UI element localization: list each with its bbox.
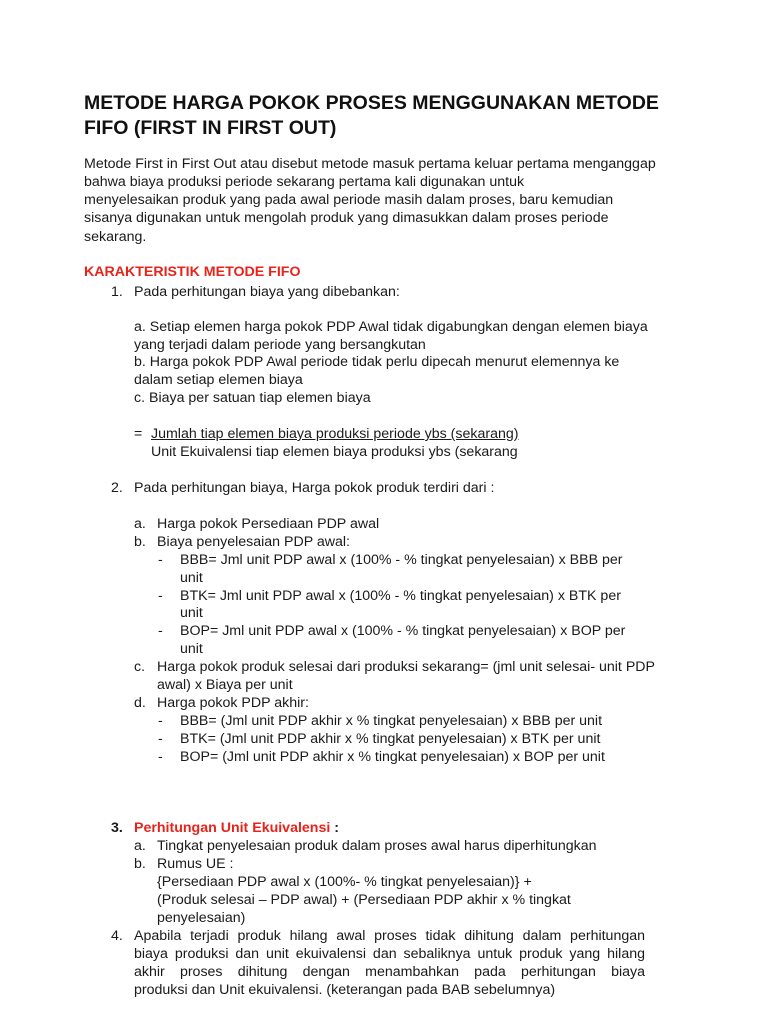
item-2-d-bop: BOP= (Jml unit PDP akhir x % tingkat penyelesaian) x BOP per unit [180,749,605,765]
item-1-c: c. Biaya per satuan tiap elemen biaya [134,390,371,406]
item-2-b-btk-unit: unit [180,605,203,621]
item-2-c-letter: c. [134,659,146,675]
dash-bullet: - [158,552,163,568]
item-1-text: Pada perhitungan biaya yang dibebankan: [134,284,400,300]
intro-line-5: sekarang. [84,229,147,245]
dash-bullet: - [158,623,163,639]
item-2-b-letter: b. [134,534,146,550]
item-3-number: 3. [111,820,123,836]
dash-bullet: - [158,731,163,747]
item-1-equals: = [134,426,143,442]
item-4-line-1: Apabila terjadi produk hilang awal proses tidak dihitung dalam perhitungan [134,928,645,944]
item-1-number: 1. [111,284,123,300]
item-3-b-letter: b. [134,856,146,872]
item-2-number: 2. [111,480,123,496]
item-3-heading-colon: : [330,820,339,836]
title-line-2: FIFO (FIRST IN FIRST OUT) [84,117,337,139]
item-2-b-bop-unit: unit [180,641,203,657]
item-2-c-line-1: Harga pokok produk selesai dari produksi sekarang= (jml unit selesai- unit PDP [157,659,655,675]
item-3-b: Rumus UE : [157,856,234,872]
title-line-1: METODE HARGA POKOK PROSES MENGGUNAKAN METODE [84,92,659,114]
intro-line-4: sisanya digunakan untuk mengolah produk yang dimasukkan dalam proses periode [84,210,609,226]
intro-line-1: Metode First in First Out atau disebut metode masuk pertama keluar pertama menganggap [84,156,656,172]
item-1-a-line-1: a. Setiap elemen harga pokok PDP Awal tidak digabungkan dengan elemen biaya [134,319,648,335]
ue-formula-line-1: {Persediaan PDP awal x (100%- % tingkat penyelesaian)} + [157,874,532,890]
intro-line-2: bahwa biaya produksi periode sekarang pertama kali digunakan untuk [84,174,525,190]
item-4-line-3: akhir proses dihitung dengan menambahkan pada perhitungan biaya [134,964,645,980]
item-2-a-letter: a. [134,516,146,532]
intro-line-3: menyelesaikan produk yang pada awal periode masih dalam proses, baru kemudian [84,192,614,208]
item-3-heading-text: Perhitungan Unit Ekuivalensi [134,820,331,836]
dash-bullet: - [158,713,163,729]
item-1-a-line-2: yang terjadi dalam periode yang bersangkutan [134,337,426,353]
item-3-a-letter: a. [134,838,146,854]
item-1-b-line-2: dalam setiap elemen biaya [134,372,303,388]
item-2-b-bbb: BBB= Jml unit PDP awal x (100% - % tingkat penyelesaian) x BBB per [180,552,623,568]
item-2-b-bbb-unit: unit [180,570,203,586]
section-heading: KARAKTERISTIK METODE FIFO [84,264,301,280]
item-2-b: Biaya penyelesaian PDP awal: [157,534,350,550]
item-2-a: Harga pokok Persediaan PDP awal [157,516,380,532]
item-2-b-btk: BTK= Jml unit PDP awal x (100% - % tingkat penyelesaian) x BTK per [180,588,621,604]
item-2-c-line-2: awal) x Biaya per unit [157,677,293,693]
document-title [84,91,659,141]
ue-formula-line-3: penyelesaian) [157,910,246,926]
item-3-heading [134,819,339,837]
item-4-line-2: biaya produksi dan unit ekuivalensi dan sebaliknya untuk produk yang hilang [134,946,645,962]
item-2-b-bop: BOP= Jml unit PDP awal x (100% - % tingkat penyelesaian) x BOP per [180,623,626,639]
formula-denominator: Unit Ekuivalensi tiap elemen biaya produksi ybs (sekarang [151,444,518,460]
item-4-number: 4. [111,928,123,944]
item-2-d-bbb: BBB= (Jml unit PDP akhir x % tingkat penyelesaian) x BBB per unit [180,713,603,729]
formula-numerator: Jumlah tiap elemen biaya produksi periode ybs (sekarang) [151,426,519,442]
item-1-b-line-1: b. Harga pokok PDP Awal periode tidak perlu dipecah menurut elemennya ke [134,354,620,370]
dash-bullet: - [158,588,163,604]
item-2-d-btk: BTK= (Jml unit PDP akhir x % tingkat penyelesaian) x BTK per unit [180,731,601,747]
item-2-d: Harga pokok PDP akhir: [157,695,309,711]
dash-bullet: - [158,749,163,765]
item-4-line-4: produksi dan Unit ekuivalensi. (keterangan pada BAB sebelumnya) [134,982,556,998]
ue-formula-line-2: (Produk selesai – PDP awal) + (Persediaan PDP akhir x % tingkat [157,892,571,908]
item-2-text: Pada perhitungan biaya, Harga pokok produk terdiri dari : [134,480,495,496]
item-2-d-letter: d. [134,695,146,711]
item-3-a: Tingkat penyelesaian produk dalam proses awal harus diperhitungkan [157,838,597,854]
